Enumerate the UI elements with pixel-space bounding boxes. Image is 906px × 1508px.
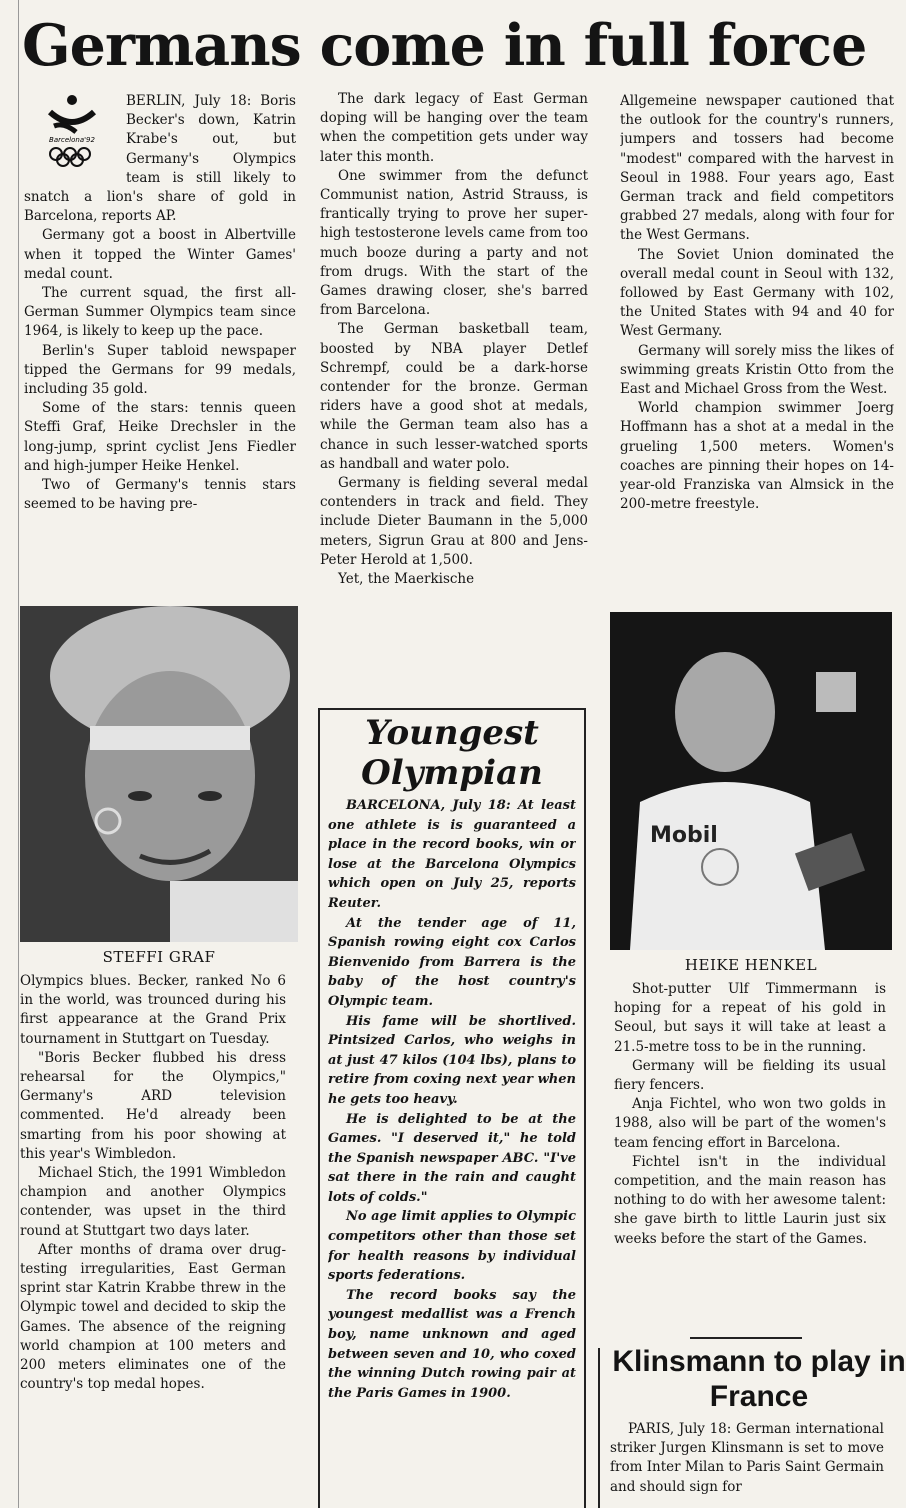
article-paragraph: "Boris Becker flubbed his dress rehearsal for the Olympics," Germany's ARD television commented. He'd already been smarting from his poor showing at this year's Wimbledon. (20, 1049, 286, 1162)
article-paragraph: He is delighted to be at the Games. "I deserved it," he told the Spanish newspaper ABC. "I've sat there in the rain and caught lots of colds." (328, 1111, 576, 1205)
column-3-bottom (614, 980, 886, 1336)
article-paragraph: PARIS, July 18: German international striker Jurgen Klinsmann is set to move from Inter Milan to Paris Saint Germain and should sign for (610, 1421, 884, 1495)
photo-steffi-graf (20, 606, 298, 942)
article-paragraph: Fichtel isn't in the individual competition, and the main reason has nothing to do with her awesome talent: she gave birth to little Laurin just six weeks before the start of the Games. (614, 1153, 886, 1247)
article-paragraph: Michael Stich, the 1991 Wimbledon champion and another Olympics contender, was upset in the third round at Stuttgart two days later. (20, 1165, 286, 1239)
article-paragraph: World champion swimmer Joerg Hoffmann has a shot at a medal in the grueling 1,500 meters. Women's coaches are pinning their hopes on 14-year-old Franziska van Almsick in the 200-metre freestyle. (620, 400, 894, 513)
klinsmann-title: Klinsmann to play in France (612, 1345, 906, 1413)
article-paragraph: One swimmer from the defunct Communist nation, Astrid Strauss, is frantically trying to prove her super-high testosterone levels came from too much booze during a party and not from drugs. With the start of the Games drawing closer, she's barred from Barcelona. (320, 167, 588, 319)
article-paragraph: The Soviet Union dominated the overall medal count in Seoul with 132, followed by East Germany with 102, the United States with 94 and 40 for West Germany. (620, 246, 894, 340)
headline: Germans come in full force (22, 12, 867, 79)
article-paragraph: Berlin's Super tabloid newspaper tipped the Germans for 99 medals, including 35 gold. (24, 342, 296, 398)
sidebar-title: Youngest Olympian (361, 713, 543, 793)
article-paragraph: At the tender age of 11, Spanish rowing eight cox Carlos Bienvenido from Barrera is the baby of the host country's Olympic team. (328, 915, 576, 1009)
article-paragraph: BERLIN, July 18: Boris Becker's down, Katrin Krabe's out, but Germany's Olympics team is still likely to snatch a lion's share of gold in Barcelona, reports AP. (24, 93, 296, 225)
article-paragraph: Yet, the Maerkische (338, 571, 475, 588)
article-paragraph: BARCELONA, July 18: At least one athlete is is guaranteed a place in the record books, win or lose at the Barcelona Olympics which open on July 25, reports Reuter. (328, 798, 576, 911)
column-3-top (620, 92, 894, 606)
article-paragraph: The current squad, the first all-German Summer Olympics team since 1964, is likely to keep up the pace. (24, 285, 296, 340)
barcelona-92-logo-icon (24, 92, 120, 172)
klinsmann-left-border (598, 1348, 600, 1508)
article-paragraph: No age limit applies to Olympic competitors other than those set for health reasons by individual sports federations. (328, 1209, 576, 1284)
section-divider (690, 1337, 802, 1339)
article-paragraph: The German basketball team, boosted by NBA player Detlef Schrempf, could be a dark-horse contender for the bronze. German riders have a good shot at medals, while the German team also has a chance in such lesser-watched sports as handball and water polo. (320, 321, 588, 472)
article-paragraph: Germany is fielding several medal contenders in track and field. They include Dieter Baumann in the 5,000 meters, Sigrun Grau at 800 and Jens-Peter Herold at 1,500. (320, 475, 588, 568)
article-paragraph: Some of the stars: tennis queen Steffi Graf, Heike Drechsler in the long-jump, sprint cyclist Jens Fiedler and high-jumper Heike Henkel. (24, 400, 296, 474)
portrait-photo-icon (20, 606, 298, 942)
article-paragraph: Germany will sorely miss the likes of swimming greats Kristin Otto from the East and Michael Gross from the West. (620, 342, 894, 398)
photo-caption: HEIKE HENKEL (684, 956, 818, 974)
article-paragraph: Olympics blues. Becker, ranked No 6 in the world, was trounced during his first appearance at the Grand Prix tournament in Stuttgart on Tuesday. (20, 973, 286, 1047)
article-paragraph: The record books say the youngest medallist was a French boy, name unknown and aged between seven and 10, who coxed the winning Dutch rowing pair at the Paris Games in 1900. (328, 1287, 576, 1401)
article-paragraph: Shot-putter Ulf Timmermann is hoping for a repeat of his gold in Seoul, but says it will take at least a 21.5-metre toss to be in the running. (614, 981, 886, 1055)
column-1-bottom (20, 972, 286, 1508)
page-edge-divider (0, 0, 19, 1508)
article-paragraph: Anja Fichtel, who won two golds in 1988, also will be part of the women's team fencing effort in Barcelona. (614, 1096, 886, 1151)
photo-heike-henkel (610, 612, 892, 950)
column-1-top (24, 92, 296, 604)
sidebar-body (328, 796, 576, 1508)
article-paragraph: After months of drama over drug-testing irregularities, East German sprint star Katrin Krabbe threw in the Olympic towel and decided to skip the Games. The absence of the reigning world champion at 100 meters and 200 meters eliminates one of the country's top medal hopes. (20, 1241, 286, 1393)
article-paragraph: Germany got a boost in Albertville when it topped the Winter Games' medal count. (24, 227, 296, 282)
article-paragraph: Two of Germany's tennis stars seemed to be having pre- (24, 477, 296, 513)
svg-text:Mobil: Mobil (650, 823, 718, 848)
article-paragraph: Germany will be fielding its usual fiery fencers. (614, 1057, 886, 1094)
column-2 (320, 90, 588, 696)
portrait-photo-icon (610, 612, 892, 950)
klinsmann-body (610, 1420, 884, 1508)
article-paragraph: His fame will be shortlived. Pintsized Carlos, who weighs in at just 47 kilos (104 lbs), plans to retire from coxing next year when he gets too heavy. (328, 1013, 576, 1107)
photo-caption: STEFFI GRAF (102, 948, 216, 966)
olympic-logo (24, 92, 120, 172)
article-paragraph: Allgemeine newspaper cautioned that the outlook for the country's runners, jumpers and tossers had become "modest" compared with the harvest in Seoul in 1988. Four years ago, East German track and field competitors grabbed 27 medals, along with four for the West Germans. (620, 93, 894, 244)
svg-text:Barcelona'92: Barcelona'92 (49, 136, 95, 144)
article-paragraph: The dark legacy of East German doping will be hanging over the team when the competition gets under way later this month. (320, 91, 588, 165)
